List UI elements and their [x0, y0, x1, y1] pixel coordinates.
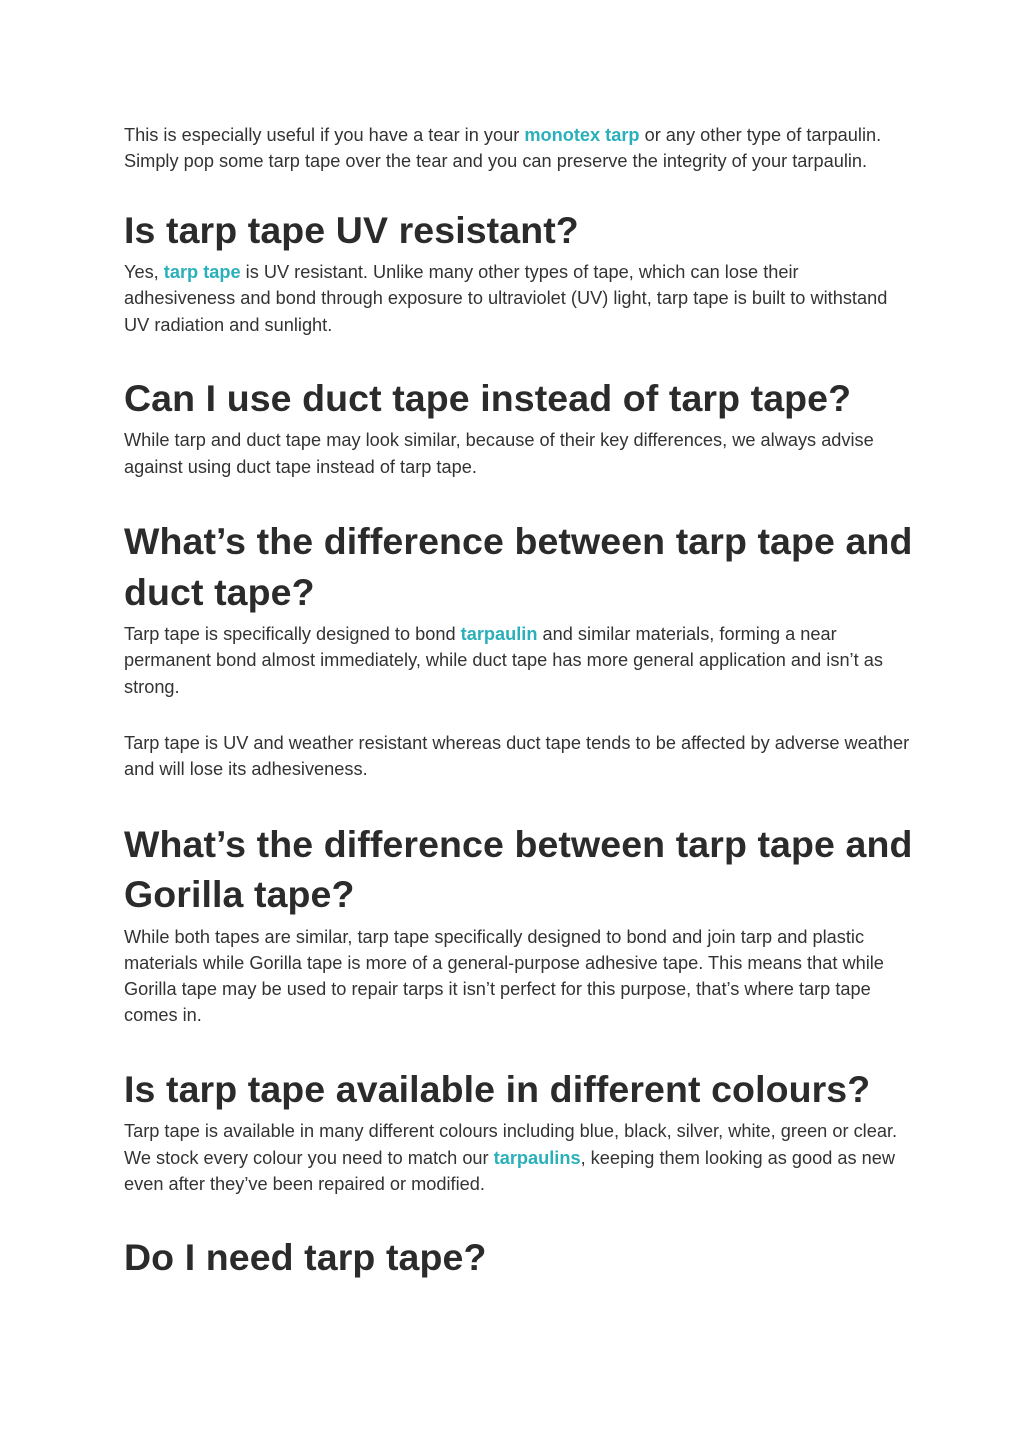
difference-text-start: Tarp tape is specifically designed to bond — [124, 624, 461, 645]
intro-text-end: or any other type of tarpaulin. Simply pop some tarp tape over the tear and you can preserve the integrity of your tarpaulin. — [124, 125, 882, 172]
uv-text-start: Yes, — [124, 262, 164, 283]
colours-text-start: Tarp tape is available in many different colours including blue, black, silver, white, green or clear. We stock every colour you need to match our — [124, 1121, 898, 1168]
heading-different-colours: Is tarp tape available in different colours? — [124, 1067, 871, 1110]
monotex-tarp-link[interactable]: monotex tarp — [524, 125, 640, 145]
duct-tape-instead-paragraph: While tarp and duct tape may look similar, because of their key differences, we always advise against using duct tape instead of tarp tape. — [124, 430, 874, 477]
uv-text-end: is UV resistant. Unlike many other types of tape, which can lose their adhesiveness and bond through exposure to ultraviolet (UV) light, tarp tape is built to withstand UV radiation and sunlight. — [124, 262, 888, 335]
heading-do-i-need-tarp-tape: Do I need tarp tape? — [124, 1236, 487, 1279]
document-page — [124, 122, 914, 1283]
tarpaulins-link[interactable]: tarpaulins — [493, 1147, 581, 1168]
heading-duct-tape-instead: Can I use duct tape instead of tarp tape? — [124, 376, 852, 419]
tarp-tape-link[interactable]: tarp tape — [163, 262, 241, 283]
difference-duct-tape-paragraph-1 — [124, 621, 914, 700]
heading-difference-gorilla-tape: What’s the difference between tarp tape and Gorilla tape? — [124, 822, 913, 916]
different-colours-paragraph — [124, 1118, 914, 1197]
heading-uv-resistant: Is tarp tape UV resistant? — [124, 208, 579, 251]
difference-gorilla-tape-paragraph: While both tapes are similar, tarp tape specifically designed to bond and join tarp and plastic materials while Gorilla tape is more of a general-purpose adhesive tape. This means that while Gorilla tape may be used to repair tarps it isn’t perfect for this purpose, that’s where tarp tape comes in. — [124, 926, 884, 1026]
intro-paragraph — [124, 122, 914, 175]
uv-resistant-paragraph — [124, 259, 914, 338]
heading-difference-duct-tape: What’s the difference between tarp tape and duct tape? — [124, 520, 913, 613]
intro-text-start: This is especially useful if you have a tear in your — [124, 125, 525, 145]
difference-text-end: and similar materials, forming a near permanent bond almost immediately, while duct tape has more general application and isn’t as strong. — [124, 624, 883, 697]
colours-text-end: , keeping them looking as good as new even after they’ve been repaired or modified. — [124, 1147, 896, 1194]
tarpaulin-link[interactable]: tarpaulin — [460, 624, 538, 645]
difference-duct-tape-paragraph-2: Tarp tape is UV and weather resistant whereas duct tape tends to be affected by adverse weather and will lose its adhesiveness. — [124, 732, 910, 780]
